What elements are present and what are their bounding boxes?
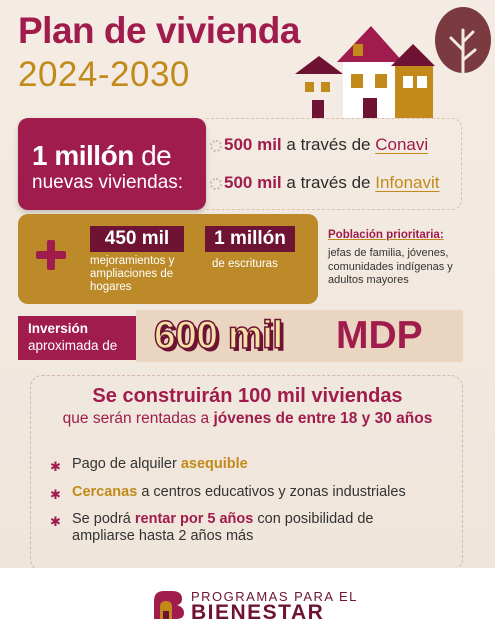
dotted-marker <box>210 140 222 152</box>
page-years: 2024-2030 <box>18 55 190 94</box>
priority-text: jefas de familia, jóvenes, comunidades indígenas y adultos mayores <box>328 247 453 286</box>
rental-heading: Se construirán 100 mil viviendas <box>92 385 403 407</box>
tree-icon <box>433 6 493 78</box>
plus-icon <box>36 240 66 270</box>
bullet-icon: ✱ <box>50 487 61 502</box>
rental-bullet: Se podrá rentar por 5 años con posibilidad de ampliarse hasta 2 años más <box>72 511 374 544</box>
investment-unit: MDP <box>336 314 423 357</box>
priority-title: Población prioritaria: <box>328 229 444 241</box>
million-subtitle: nuevas viviendas: <box>32 172 184 193</box>
rental-bullet: Cercanas a centros educativos y zonas industriales <box>72 484 406 500</box>
bienestar-logo-icon <box>152 589 186 619</box>
logo-text-top: PROGRAMAS PARA EL <box>191 589 358 604</box>
investment-label: Inversión aproximada de <box>28 321 118 353</box>
page-title: Plan de vivienda <box>18 10 300 51</box>
bullet-icon: ✱ <box>50 514 61 529</box>
houses-illustration <box>295 18 435 118</box>
dotted-marker <box>210 178 222 190</box>
bullet-icon: ✱ <box>50 459 61 474</box>
investment-amount: 600 mil <box>154 314 283 357</box>
logo-text-bottom: BIENESTAR <box>191 601 325 624</box>
million-amount: 1 millón de <box>32 140 172 171</box>
deeds-tag: 1 millón <box>205 226 295 252</box>
rental-bullet: Pago de alquiler asequible <box>72 456 248 472</box>
split-box <box>206 118 462 210</box>
infonavit-row: 500 mil a través de Infonavit <box>224 173 440 192</box>
rental-subheading: que serán rentadas a jóvenes de entre 18 y 30 años <box>62 410 433 427</box>
improvements-tag: 450 mil <box>90 226 184 252</box>
improvements-desc: mejoramientos y ampliaciones de hogares <box>90 255 175 293</box>
conavi-row: 500 mil a través de Conavi <box>224 135 429 154</box>
deeds-desc: de escrituras <box>212 258 278 270</box>
